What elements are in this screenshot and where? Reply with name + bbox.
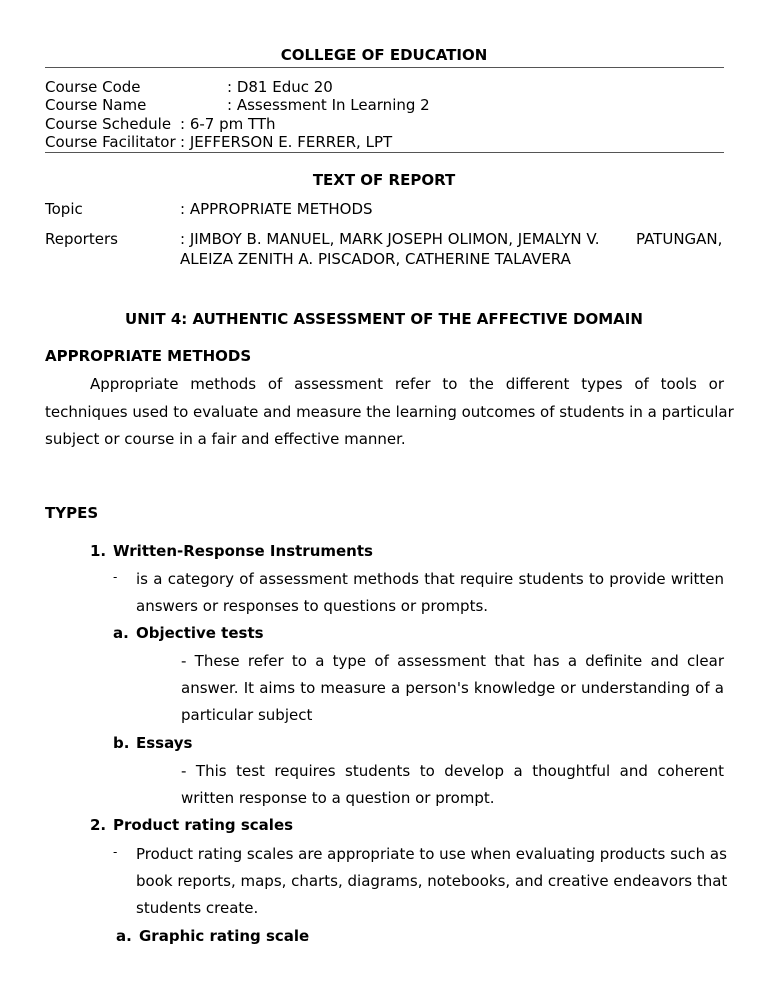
course-facilitator-value: : JEFFERSON E. FERRER, LPT bbox=[180, 133, 393, 151]
item-1b-letter: b. bbox=[113, 734, 130, 752]
item-1-bullet: - bbox=[113, 570, 118, 584]
item-1b-line-2: written response to a question or prompt. bbox=[181, 789, 495, 807]
item-1b-title: Essays bbox=[136, 734, 193, 752]
course-facilitator-label: Course Facilitator bbox=[45, 133, 176, 151]
item-1a-title: Objective tests bbox=[136, 624, 264, 642]
types-heading: TYPES bbox=[45, 504, 99, 522]
item-1-title: Written-Response Instruments bbox=[113, 542, 373, 560]
reporters-line-1: : JIMBOY B. MANUEL, MARK JOSEPH OLIMON, JEMALYN V. bbox=[180, 230, 600, 248]
reporters-line-2: ALEIZA ZENITH A. PISCADOR, CATHERINE TALAVERA bbox=[180, 250, 571, 268]
course-schedule-label: Course Schedule bbox=[45, 115, 172, 133]
item-1a-line-1: - These refer to a type of assessment that has a definite and clear bbox=[181, 652, 724, 670]
item-2-number: 2. bbox=[90, 816, 107, 834]
item-1a-letter: a. bbox=[113, 624, 129, 642]
item-2-desc-line-2: book reports, maps, charts, diagrams, notebooks, and creative endeavors that bbox=[136, 872, 728, 890]
item-1a-line-2: answer. It aims to measure a person's knowledge or understanding of a bbox=[181, 679, 724, 697]
item-2-desc-line-3: students create. bbox=[136, 899, 259, 917]
unit-title: UNIT 4: AUTHENTIC ASSESSMENT OF THE AFFECTIVE DOMAIN bbox=[125, 310, 643, 328]
course-schedule-value: : 6-7 pm TTh bbox=[180, 115, 276, 133]
college-header: COLLEGE OF EDUCATION bbox=[280, 46, 488, 64]
reporters-label: Reporters bbox=[45, 230, 118, 248]
section-para-line-3: subject or course in a fair and effective manner. bbox=[45, 430, 406, 448]
course-code-value: : D81 Educ 20 bbox=[227, 78, 333, 96]
section-para-line-1: Appropriate methods of assessment refer to the different types of tools or bbox=[90, 375, 724, 393]
item-1-desc-line-1: is a category of assessment methods that require students to provide written bbox=[136, 570, 724, 588]
item-1b-line-1: - This test requires students to develop a thoughtful and coherent bbox=[181, 762, 724, 780]
course-info-divider bbox=[45, 152, 724, 153]
course-name-label: Course Name bbox=[45, 96, 147, 114]
reporters-line-1-end: PATUNGAN, bbox=[636, 230, 723, 248]
topic-value: : APPROPRIATE METHODS bbox=[180, 200, 373, 218]
course-name-value: : Assessment In Learning 2 bbox=[227, 96, 430, 114]
course-code-label: Course Code bbox=[45, 78, 141, 96]
item-1-desc-line-2: answers or responses to questions or prompts. bbox=[136, 597, 489, 615]
header-divider bbox=[45, 67, 724, 68]
topic-label: Topic bbox=[45, 200, 83, 218]
section-para-line-2: techniques used to evaluate and measure the learning outcomes of students in a particular bbox=[45, 403, 734, 421]
item-1a-line-3: particular subject bbox=[181, 706, 313, 724]
item-2a-letter: a. bbox=[116, 927, 132, 945]
item-2a-title: Graphic rating scale bbox=[139, 927, 310, 945]
section-heading: APPROPRIATE METHODS bbox=[45, 347, 252, 365]
item-1-number: 1. bbox=[90, 542, 107, 560]
item-2-bullet: - bbox=[113, 845, 118, 859]
item-2-title: Product rating scales bbox=[113, 816, 294, 834]
item-2-desc-line-1: Product rating scales are appropriate to use when evaluating products such as bbox=[136, 845, 727, 863]
report-heading: TEXT OF REPORT bbox=[312, 171, 456, 189]
